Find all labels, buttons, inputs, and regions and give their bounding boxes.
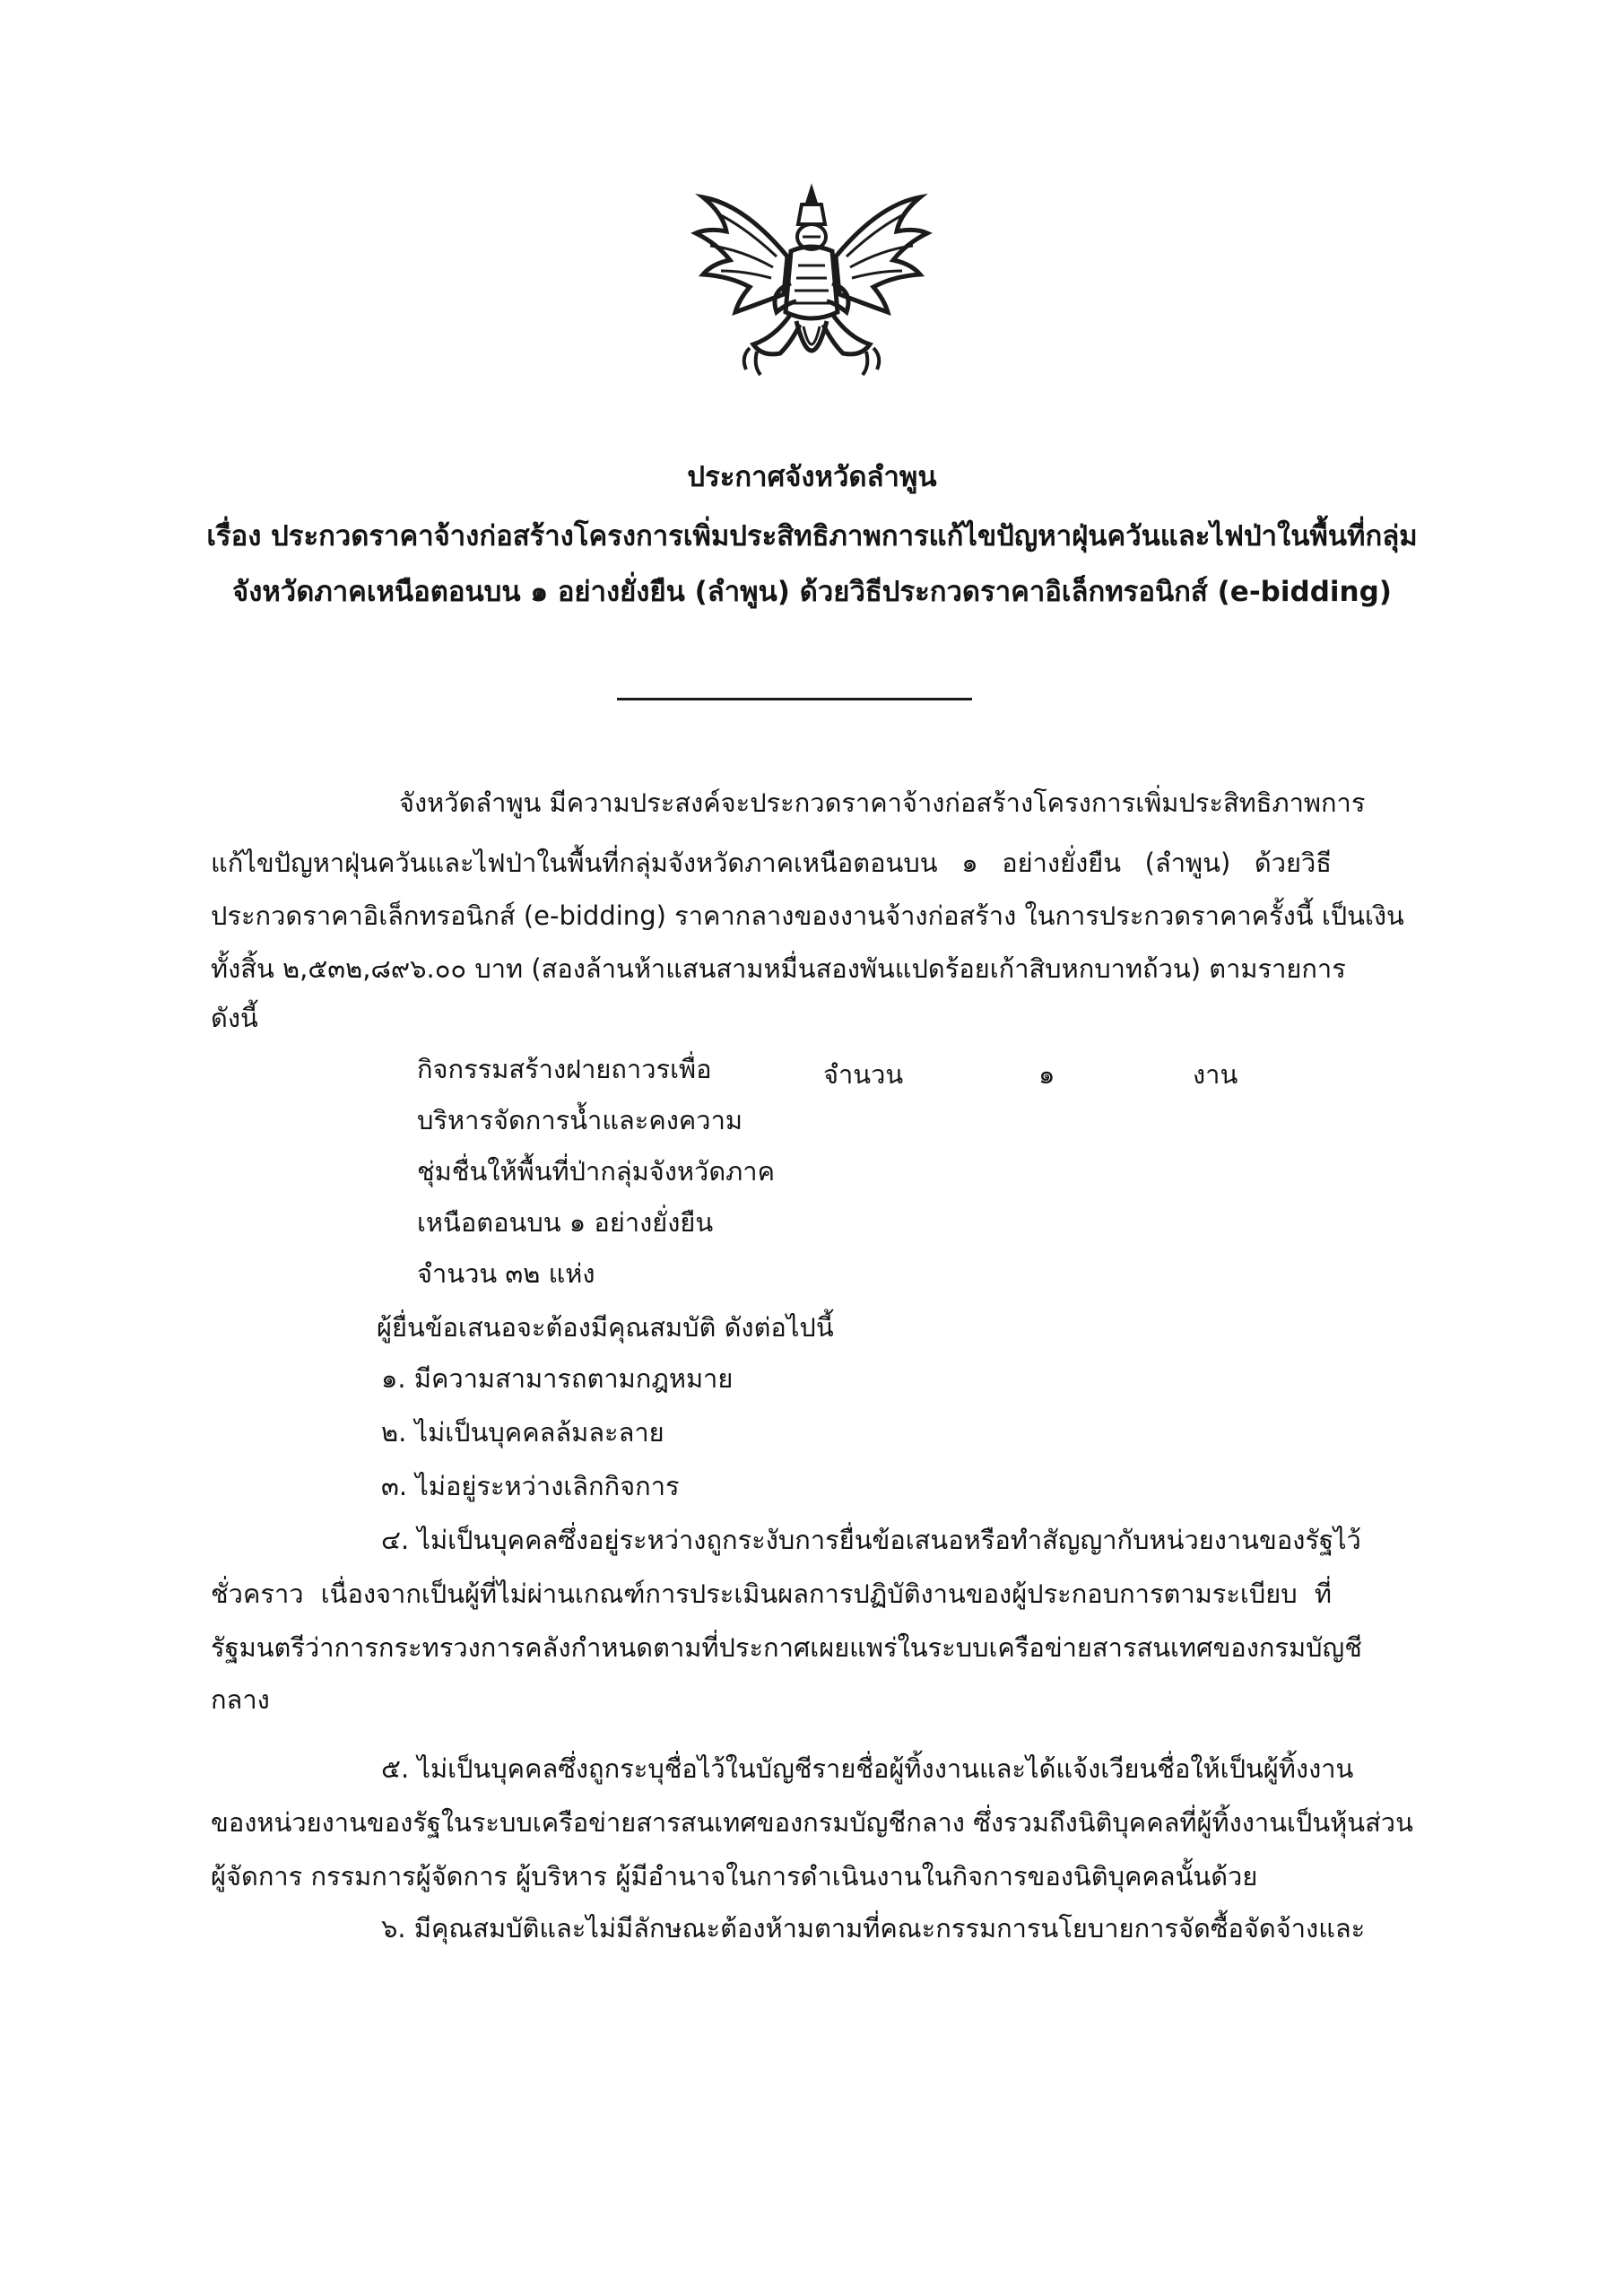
item-description-line-4: เหนือตอนบน ๑ อย่างยั่งยืน [417, 1207, 714, 1238]
qualification-5-line-1: ๕. ไม่เป็นบุคคลซึ่งถูกระบุชื่อไว้ในบัญชีรายชื่อผู้ทิ้งงานและได้แจ้งเวียนชื่อให้เป็นผู้ทิ้งงาน [381, 1753, 1354, 1784]
item-qty-label: จำนวน [823, 1059, 904, 1090]
item-unit: งาน [1193, 1059, 1238, 1090]
qualification-1: ๑. มีความสามารถตามกฎหมาย [381, 1363, 734, 1394]
announcement-title: ประกาศจังหวัดลำพูน [687, 461, 937, 493]
qualification-4-line-1: ๔. ไม่เป็นบุคคลซึ่งอยู่ระหว่างถูกระงับการยื่นข้อเสนอหรือทำสัญญากับหน่วยงานของรัฐไว้ [381, 1525, 1361, 1555]
qualification-5-line-3: ผู้จัดการ กรรมการผู้จัดการ ผู้บริหาร ผู้มีอำนาจในการดำเนินงานในกิจการของนิติบุคคลนั้นด้วย [211, 1861, 1258, 1892]
intro-line-5: ดังนี้ [211, 1003, 258, 1033]
subject-line-2: จังหวัดภาคเหนือตอนบน ๑ อย่างยั่งยืน (ลำพูน) ด้วยวิธีประกวดราคาอิเล็กทรอนิกส์ (e-bidding) [232, 576, 1392, 608]
qualification-2: ๒. ไม่เป็นบุคคลล้มละลาย [381, 1417, 664, 1448]
header-divider [617, 698, 972, 700]
intro-line-2: แก้ไขปัญหาฝุ่นควันและไฟป่าในพื้นที่กลุ่มจังหวัดภาคเหนือตอนบน ๑ อย่างยั่งยืน (ลำพูน) ด้วยวิธี [211, 848, 1332, 878]
item-description-line-2: บริหารจัดการน้ำและคงความ [417, 1105, 743, 1135]
item-description-line-1: กิจกรรมสร้างฝายถาวรเพื่อ [417, 1054, 712, 1084]
subject-line-1: เรื่อง ประกวดราคาจ้างก่อสร้างโครงการเพิ่มประสิทธิภาพการแก้ไขปัญหาฝุ่นควันและไฟป่าในพื้นที่กลุ่ม [206, 520, 1418, 552]
intro-line-4: ทั้งสิ้น ๒,๕๓๒,๘๙๖.๐๐ บาท (สองล้านห้าแสนสามหมื่นสองพันแปดร้อยเก้าสิบหกบาทถ้วน) ตามรายการ [211, 953, 1346, 984]
qualifications-heading: ผู้ยื่นข้อเสนอจะต้องมีคุณสมบัติ ดังต่อไปนี้ [377, 1312, 834, 1343]
garuda-emblem-icon [690, 178, 933, 393]
qualification-4-line-2: ชั่วคราว เนื่องจากเป็นผู้ที่ไม่ผ่านเกณฑ์การประเมินผลการปฏิบัติงานของผู้ประกอบการตามระเบียบ ที่ [211, 1578, 1332, 1609]
qualification-4-line-3: รัฐมนตรีว่าการกระทรวงการคลังกำหนดตามที่ประกาศเผยแพร่ในระบบเครือข่ายสารสนเทศของกรมบัญชี [211, 1632, 1362, 1663]
intro-line-3: ประกวดราคาอิเล็กทรอนิกส์ (e-bidding) ราคากลางของงานจ้างก่อสร้าง ในการประกวดราคาครั้งนี้ เป็นเงิน [211, 900, 1404, 931]
item-qty-value: ๑ [1038, 1059, 1055, 1090]
qualification-3: ๓. ไม่อยู่ระหว่างเลิกกิจการ [381, 1471, 680, 1501]
qualification-4-line-4: กลาง [211, 1684, 270, 1715]
item-description-line-3: ชุ่มชื่นให้พื้นที่ป่ากลุ่มจังหวัดภาค [417, 1156, 775, 1187]
intro-line-1: จังหวัดลำพูน มีความประสงค์จะประกวดราคาจ้างก่อสร้างโครงการเพิ่มประสิทธิภาพการ [399, 787, 1366, 818]
item-description-line-5: จำนวน ๓๒ แห่ง [417, 1258, 595, 1289]
qualification-5-line-2: ของหน่วยงานของรัฐในระบบเครือข่ายสารสนเทศของกรมบัญชีกลาง ซึ่งรวมถึงนิติบุคคลที่ผู้ทิ้งงานเป็นหุ้นส่วน [211, 1807, 1413, 1838]
qualification-6-line-1: ๖. มีคุณสมบัติและไม่มีลักษณะต้องห้ามตามที่คณะกรรมการนโยบายการจัดซื้อจัดจ้างและ [381, 1913, 1366, 1944]
